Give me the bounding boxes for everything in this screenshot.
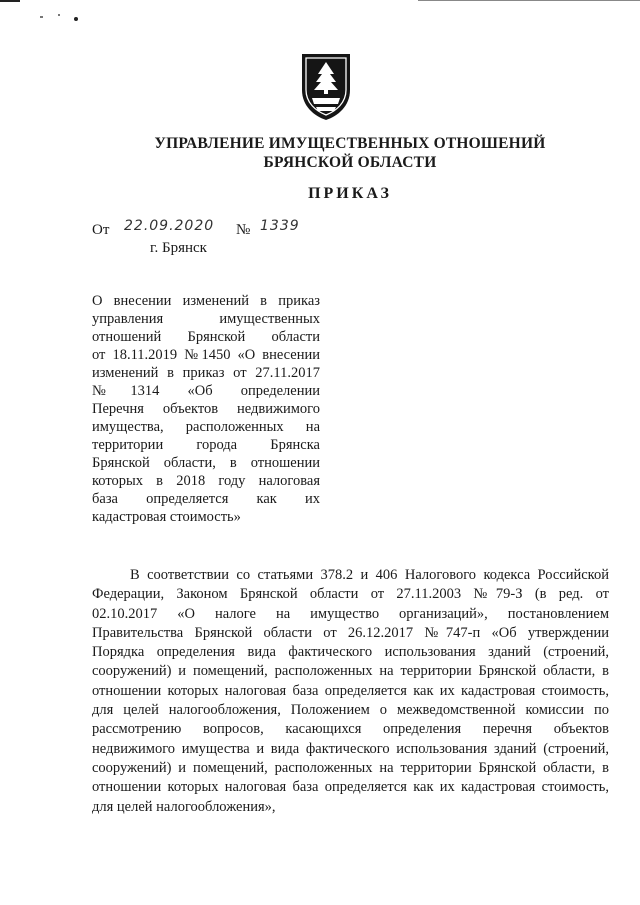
scan-dot bbox=[74, 17, 78, 21]
city: г. Брянск bbox=[150, 240, 207, 256]
body-line: для целей налогообложения», bbox=[92, 798, 276, 815]
coat-of-arms-icon bbox=[298, 50, 354, 122]
org-title-line-1: УПРАВЛЕНИЕ ИМУЩЕСТВЕННЫХ ОТНОШЕНИЙ bbox=[154, 135, 546, 152]
number-value: 1339 bbox=[260, 218, 300, 234]
subject-line: база определяется как их bbox=[92, 491, 320, 507]
body-line: Правительства Брянской области от 26.12.2017 №747-п «Об утверждении bbox=[92, 624, 609, 641]
body-line: В соответствии со статьями 378.2 и 406 Налогового кодекса Российской bbox=[130, 567, 609, 583]
subject-line: изменений в приказ от 27.11.2017 bbox=[92, 365, 320, 381]
scan-dot bbox=[58, 14, 60, 16]
document-type: ПРИКАЗ bbox=[308, 185, 392, 202]
subject-line: Перечня объектов недвижимого bbox=[92, 401, 320, 417]
subject-line: О внесении изменений в приказ bbox=[92, 293, 320, 309]
subject-line: которых в 2018 году налоговая bbox=[92, 473, 320, 489]
org-title-line-2: БРЯНСКОЙ ОБЛАСТИ bbox=[263, 154, 437, 171]
scan-mark-top-right bbox=[418, 0, 640, 1]
preamble-paragraph bbox=[92, 566, 609, 817]
body-line: сооружений) и помещений, расположенных на территории Брянской области, в bbox=[92, 663, 609, 680]
body-line: Порядка определения вида фактического использования зданий (строений, bbox=[92, 644, 609, 661]
body-line: для целей налогообложения, Положением о межведомственной комиссии по bbox=[92, 702, 609, 719]
subject-line: управления имущественных bbox=[92, 311, 320, 327]
body-line: отношении которых налоговая база определяется как их кадастровая стоимость, bbox=[92, 779, 609, 796]
scan-mark-top-left bbox=[0, 0, 20, 2]
subject-line: отношений Брянской области bbox=[92, 329, 320, 345]
scan-dot bbox=[40, 16, 43, 18]
subject-line: территории города Брянска bbox=[92, 437, 320, 453]
order-subject bbox=[92, 292, 320, 526]
body-line: недвижимого имущества и вида фактического использования зданий (строений, bbox=[92, 740, 609, 757]
body-line: Федерации, Законом Брянской области от 27.11.2003 №79-З (в ред. от bbox=[92, 586, 609, 603]
date-label: От bbox=[92, 222, 110, 238]
date-value: 22.09.2020 bbox=[124, 218, 215, 234]
subject-line: кадастровая стоимость» bbox=[92, 509, 241, 525]
body-line: рассмотрению вопросов, касающихся определения перечня объектов bbox=[92, 721, 609, 738]
subject-line: №1314 «Об определении bbox=[92, 383, 320, 399]
number-label: № bbox=[236, 222, 251, 238]
body-line: 02.10.2017 «О налоге на имущество организаций», постановлением bbox=[92, 605, 609, 622]
body-line: отношении которых налоговая база определяется как их кадастровая стоимость, bbox=[92, 682, 609, 699]
subject-line: от 18.11.2019 №1450 «О внесении bbox=[92, 347, 320, 363]
subject-line: имущества, расположенных на bbox=[92, 419, 320, 435]
body-line: сооружений) и помещений, расположенных на территории Брянской области, в bbox=[92, 759, 609, 776]
subject-line: Брянской области, в отношении bbox=[92, 455, 320, 471]
